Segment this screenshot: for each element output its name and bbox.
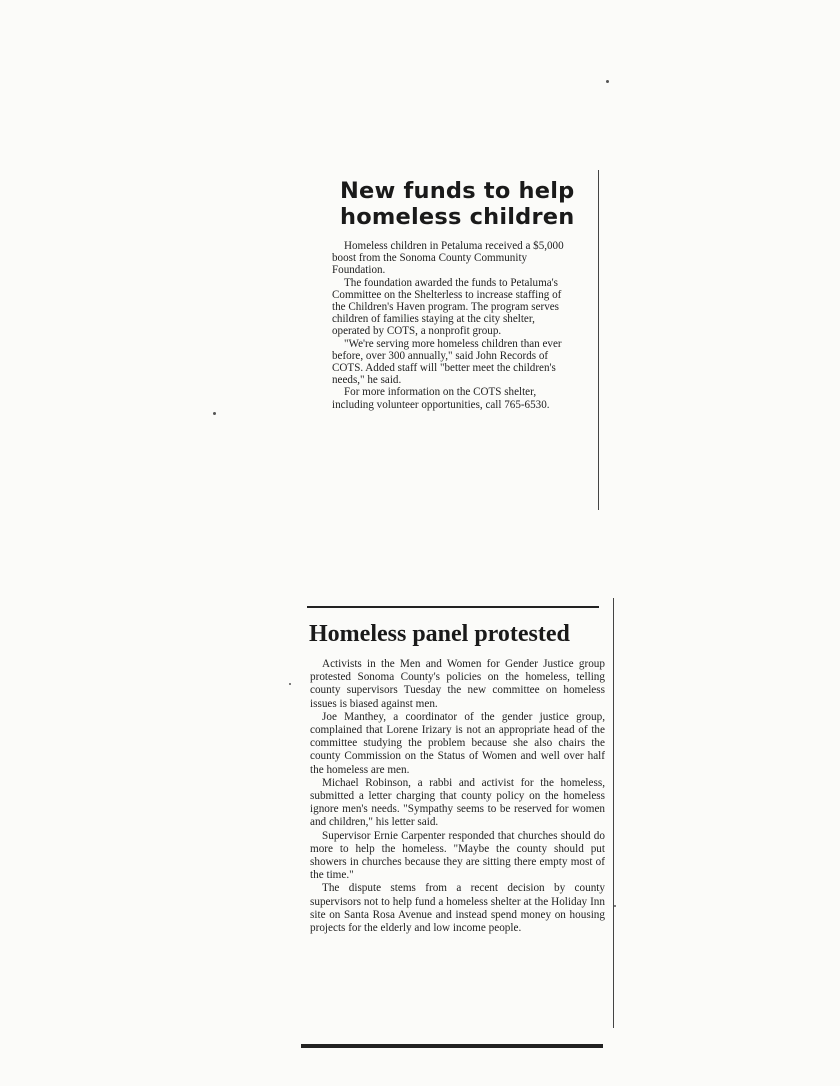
paragraph: The dispute stems from a recent decision by county supervisors not to help fund a homeless shelter at the Holiday Inn site on Santa Rosa Avenue and instead spend money on housing projects for the elderly and low income people. bbox=[310, 882, 605, 935]
column-rule bbox=[598, 170, 599, 510]
paragraph: Homeless children in Petaluma received a $5,000 boost from the Sonoma County Community Foundation. bbox=[332, 240, 564, 277]
top-rule bbox=[307, 606, 599, 608]
paragraph: "We're serving more homeless children than ever before, over 300 annually," said John Records of COTS. Added staff will "better meet the children's needs," he said. bbox=[332, 337, 562, 387]
paragraph: The foundation awarded the funds to Petaluma's Committee on the Shelterless to increase staffing of the Children's Haven program. The program serves children of families staying at the city shelter, operated by COTS, a nonprofit group. bbox=[332, 276, 562, 338]
scan-speck bbox=[289, 683, 291, 685]
bottom-rule bbox=[301, 1044, 603, 1048]
scan-speck bbox=[213, 412, 216, 415]
article-body-panel-protested bbox=[310, 658, 605, 935]
paragraph: Supervisor Ernie Carpenter responded that churches should do more to help the homeless. "Maybe the county should put showers in churches because they are sitting there empty most of the time." bbox=[310, 829, 605, 882]
column-rule bbox=[613, 598, 614, 1028]
scan-speck bbox=[614, 905, 616, 907]
clipping-new-funds bbox=[332, 170, 580, 411]
scan-speck bbox=[606, 80, 609, 83]
article-body-new-funds bbox=[332, 240, 572, 411]
headline-panel-protested: Homeless panel protested bbox=[309, 621, 570, 647]
paragraph: Michael Robinson, a rabbi and activist for the homeless, submitted a letter charging that county policy on the homeless ignore men's needs. "Sympathy seems to be reserved for women and children," his letter said. bbox=[310, 776, 605, 829]
paragraph: Joe Manthey, a coordinator of the gender justice group, complained that Lorene Irizary is not an appropriate head of the committee studying the problem because she also chairs the county Commission on the Status of Women and well over half the homeless are men. bbox=[310, 710, 605, 776]
headline-new-funds: New funds to help homeless children bbox=[340, 178, 575, 230]
paragraph: Activists in the Men and Women for Gender Justice group protested Sonoma County's policies on the homeless, telling county supervisors Tuesday the new committee on homeless issues is biased against men. bbox=[310, 658, 605, 710]
paragraph: For more information on the COTS shelter, including volunteer opportunities, call 765-6530. bbox=[332, 386, 550, 411]
